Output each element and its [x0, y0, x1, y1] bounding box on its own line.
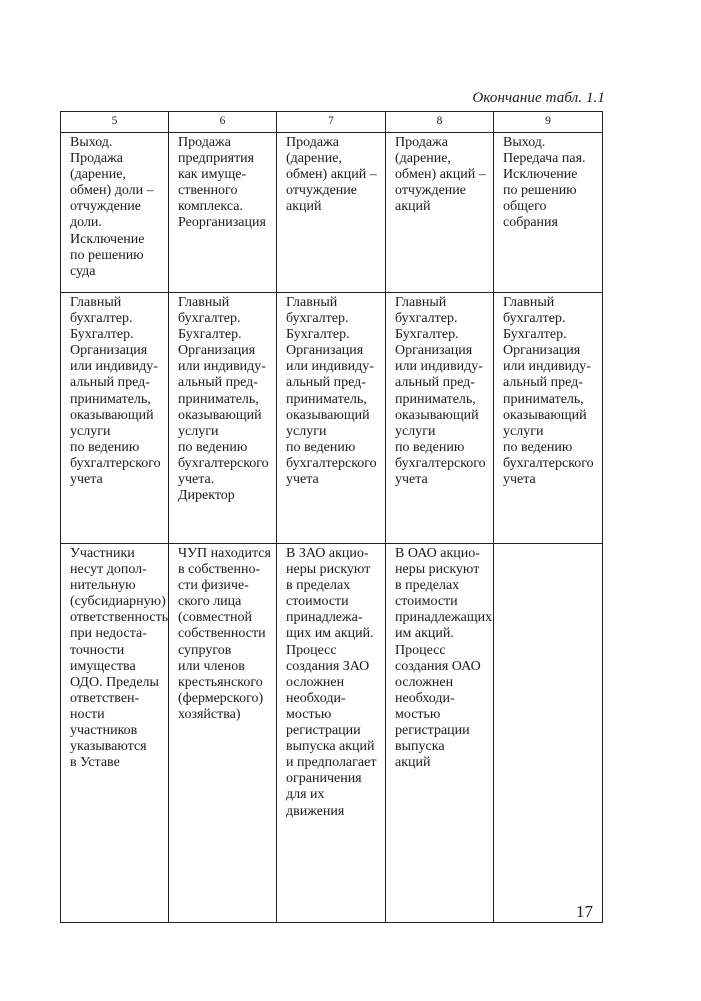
table-cell: ЧУП находится в собственно- сти физиче- ского лица (совместной собственности супругов или членов крестьянского (фермерского) хозяйства): [169, 544, 277, 923]
column-header: 6: [169, 112, 277, 133]
table-row: [61, 544, 603, 923]
table-caption: Окончание табл. 1.1: [472, 90, 605, 106]
table-cell: Главный бухгалтер. Бухгалтер. Организация или индивиду- альный пред- приниматель, оказывающий услуги по ведению бухгалтерского учета: [494, 293, 603, 544]
table-cell: Продажа (дарение, обмен) акций – отчуждение акций: [386, 133, 494, 293]
page-number: 17: [576, 902, 593, 921]
table-cell: [494, 544, 603, 923]
table-cell: В ЗАО акцио- неры рискуют в пределах стоимости принадлежа- щих им акций. Процесс создания ЗАО осложнен необходи- мостью регистрации выпуска акций и предполагает ограничения для их движения: [277, 544, 386, 923]
column-header: 5: [61, 112, 169, 133]
table-cell: Главный бухгалтер. Бухгалтер. Организация или индивиду- альный пред- приниматель, оказывающий услуги по ведению бухгалтерского учета. Директор: [169, 293, 277, 544]
column-header: 9: [494, 112, 603, 133]
table-header-row: [61, 112, 603, 133]
table-cell: В ОАО акцио- неры рискуют в пределах стоимости принадлежащих им акций. Процесс создания ОАО осложнен необходи- мостью регистрации выпуска акций: [386, 544, 494, 923]
table-cell: Продажа (дарение, обмен) акций – отчуждение акций: [277, 133, 386, 293]
table-cell: Выход. Продажа (дарение, обмен) доли – отчуждение доли. Исключение по решению суда: [61, 133, 169, 293]
column-header: 7: [277, 112, 386, 133]
table-row: [61, 133, 603, 293]
table-cell: Выход. Передача пая. Исключение по решению общего собрания: [494, 133, 603, 293]
table-row: [61, 293, 603, 544]
table-cell: Участники несут допол- нительную (субсидиарную) ответственность при недоста- точности имущества ОДО. Пределы ответствен- ности участников указываются в Уставе: [61, 544, 169, 923]
column-header: 8: [386, 112, 494, 133]
table-cell: Продажа предприятия как имуще- ственного комплекса. Реорганизация: [169, 133, 277, 293]
table-cell: Главный бухгалтер. Бухгалтер. Организация или индивиду- альный пред- приниматель, оказывающий услуги по ведению бухгалтерского учета: [61, 293, 169, 544]
table-cell: Главный бухгалтер. Бухгалтер. Организация или индивиду- альный пред- приниматель, оказывающий услуги по ведению бухгалтерского учета: [386, 293, 494, 544]
table-cell: Главный бухгалтер. Бухгалтер. Организация или индивиду- альный пред- приниматель, оказывающий услуги по ведению бухгалтерского учета: [277, 293, 386, 544]
data-table: [60, 111, 603, 923]
